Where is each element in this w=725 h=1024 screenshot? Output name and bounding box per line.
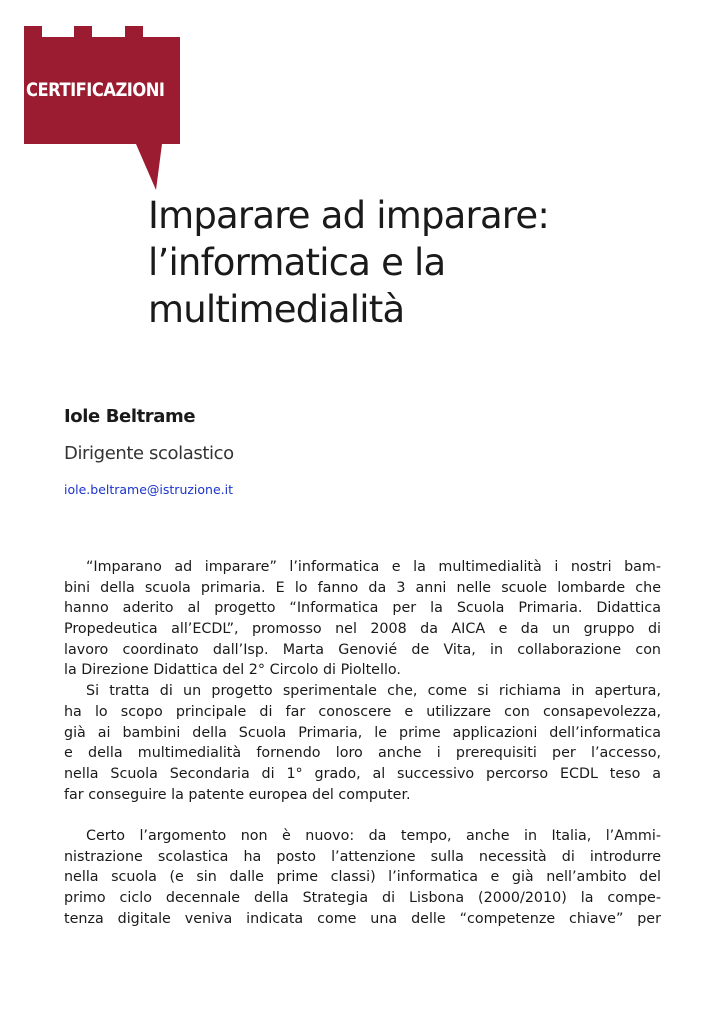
paragraph-gap [64,805,661,826]
article-title-line: l’informatica e la [148,241,446,284]
article-title-line: multimedialità [148,288,405,331]
paragraph-line: Certo l’argomento non è nuovo: da tempo, anche in Italia, l’Ammi- [86,827,661,844]
section-label: CERTIFICAZIONI [26,79,165,101]
paragraph-line: tenza digitale veniva indicata come una delle “competenze chiave” per [64,910,661,927]
paragraph-line: hanno aderito al progetto “Informatica per la Scuola Primaria. Didattica [64,600,661,617]
paragraph-line: “Imparano ad imparare” l’informatica e la multimedialità i nostri bam- [86,559,661,575]
paragraph-line: Si tratta di un progetto sperimentale che, come si richiama in apertura, [86,683,661,700]
paragraph-line: far conseguire la patente europea del computer. [64,786,411,803]
paragraph-line: Propedeutica all’ECDL”, promosso nel 2008 da AICA e da un gruppo di [64,621,661,638]
paragraph-line: nella Scuola Secondaria di 1° grado, al successivo percorso ECDL teso a [64,765,661,782]
paragraph-line: lavoro coordinato dall’Isp. Marta Genovié de Vita, in collaborazione con [64,641,661,658]
paragraph-line: bini della scuola primaria. E lo fanno da 3 anni nelle scuole lombarde che [64,579,661,596]
section-badge [24,26,180,190]
paragraph-line: nistrazione scolastica ha posto l’attenzione sulla necessità di introdurre [64,848,661,865]
article-title [148,192,688,333]
article-body [64,557,661,929]
paragraph-line: ha lo scopo principale di far conoscere e utilizzare con consapevolezza, [64,703,661,720]
section-badge-shape [24,26,180,190]
author-name: Iole Beltrame [64,406,196,427]
article-title-line: Imparare ad imparare: [148,194,550,237]
paragraph-line: primo ciclo decennale della Strategia di Lisbona (2000/2010) la compe- [64,890,661,906]
paragraph-line: nella scuola (e sin dalle prime classi) l’informatica e già nell’ambito del [64,869,661,886]
paragraph-line: e della multimedialità fornendo loro anche i prerequisiti per l’accesso, [64,745,661,762]
paragraph-line: già ai bambini della Scuola Primaria, le prime applicazioni dell’informatica [64,724,661,741]
author-email-link[interactable]: iole.beltrame@istruzione.it [64,482,234,497]
paragraph-line: la Direzione Didattica del 2° Circolo di Pioltello. [64,662,401,679]
author-role: Dirigente scolastico [64,443,234,464]
